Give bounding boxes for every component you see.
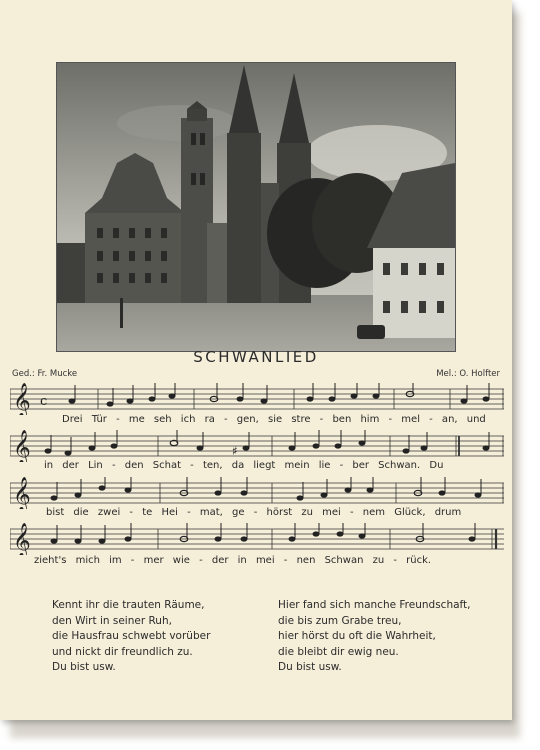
music-staff-4 [10, 523, 504, 555]
music-staff-1 [10, 383, 504, 415]
verse-3 [278, 598, 471, 676]
lyric-line-4: zieht's mich im - mer wie - der in mei - nen Schwan zu - rück. [34, 555, 432, 566]
verse-3-line: hier hörst du oft die Wahrheit, [278, 630, 436, 642]
town-square-photo [56, 62, 456, 352]
svg-text:♯: ♯ [232, 444, 238, 458]
verse-3-line: die bleibt dir ewig neu. [278, 645, 399, 658]
music-staff-2 [10, 430, 504, 462]
svg-text:𝄞: 𝄞 [13, 430, 31, 462]
svg-text:𝄞: 𝄞 [13, 523, 31, 555]
svg-text:𝄞: 𝄞 [13, 477, 31, 509]
lyricist-credit: Ged.: Fr. Mucke [12, 369, 78, 379]
verse-2-line: und nickt dir freundlich zu. [52, 645, 193, 658]
song-title: SCHWANLIED [193, 348, 319, 366]
verse-3-line: Hier fand sich manche Freundschaft, [278, 599, 471, 611]
verse-3-line: Du bist usw. [278, 661, 342, 673]
verse-2-line: den Wirt in seiner Ruh, [52, 614, 172, 627]
lyric-line-3: bist die zwei - te Hei - mat, ge - hörst zu mei - nem Glück, drum [46, 507, 462, 518]
verse-2-line: Du bist usw. [52, 661, 116, 673]
verse-3-line: die bis zum Grabe treu, [278, 614, 402, 627]
music-staff-3 [10, 477, 504, 509]
composer-credit: Mel.: O. Holfter [436, 369, 500, 379]
lyric-line-2: in der Lin - den Schat - ten, da liegt mein lie - ber Schwan. Du [44, 460, 444, 471]
verse-2-line: Kennt ihr die trauten Räume, [52, 599, 205, 611]
svg-text:𝄞: 𝄞 [13, 383, 31, 415]
svg-text:c: c [40, 394, 48, 409]
lyric-line-1: Drei Tür - me seh ich ra - gen, sie stre - ben him - mel - an, und [62, 414, 486, 425]
verse-2-line: die Hausfrau schwebt vorüber [52, 630, 211, 642]
verse-2 [52, 598, 210, 676]
